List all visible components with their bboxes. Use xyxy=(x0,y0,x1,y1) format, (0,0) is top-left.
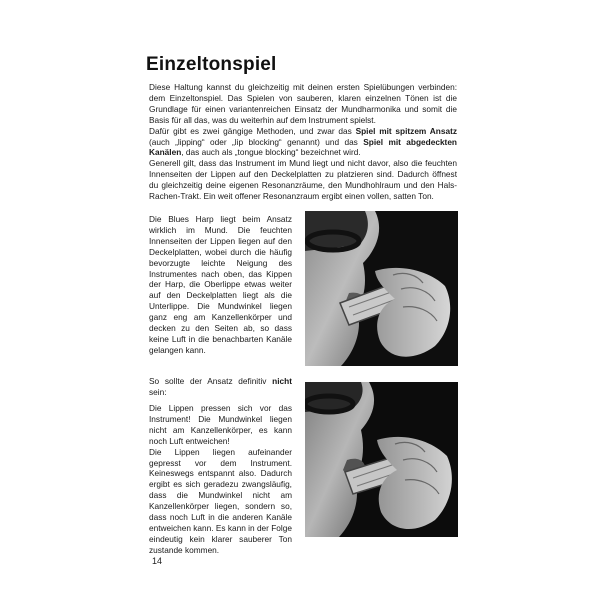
wrong-heading-text: So sollte der Ansatz definitiv xyxy=(149,376,273,386)
wrong-embouchure-heading xyxy=(149,376,292,398)
intro-paragraph-2 xyxy=(149,126,457,159)
wrong-embouchure-heading-text xyxy=(149,376,292,398)
harmonica-player-photo xyxy=(305,382,458,537)
intro-text xyxy=(149,82,457,202)
wrong-embouchure-paragraph-1: Die Lippen pressen sich vor das Instrument! Die Mundwinkel liegen nicht am Kanzellenkörper, es kann noch Luft entweichen! xyxy=(149,403,292,446)
intro-p2-bold-tongue-blocking: Spiel mit abgedeckten Kanälen xyxy=(149,136,458,158)
intro-paragraph-3: Generell gilt, dass das Instrument im Mund liegt und nicht davor, also die feuchten Innenseiten der Lippen auf den Deckelplatten zu platzieren sind. Dadurch öffnest du gleichzeitig deine eigenen Resonanzräume, den Mundhohlraum und den Hals-Rachen-Trakt. Ein weit offener Resonanzraum ergibt einen vollen, satten Ton. xyxy=(149,158,457,202)
correct-embouchure-paragraph: Die Blues Harp liegt beim Ansatz wirklich im Mund. Die feuchten Innenseiten der Lippen liegen auf den Deckelplatten, wobei durch die häufig bevorzugte leichte Neigung des Instrumentes nach oben, das Kippen der Harp, die Oberlippe etwas weiter auf den Deckelplatten liegt als die Unterlippe. Die Mundwinkel liegen ganz eng am Kanzellenkörper und decken zu den Seiten ab, so dass keine Luft in die benachbarten Kanäle gelangen kann. xyxy=(149,214,292,355)
intro-p2-text: Dafür gibt es zwei gängige Methoden, und zwar das xyxy=(149,125,356,136)
wrong-embouchure-paragraph-2: Die Lippen liegen aufeinander gepresst vor dem Instrument. Keineswegs entspannt also. Dadurch ergibt es sich geradezu zwangsläufig, dass die Mundwinkel nicht am Kanzellenkörper liegen, sondern so, dass noch Luft in die anderen Kanäle entweichen kann. Es kann in der Folge eindeutig kein klarer sauberer Ton zustande kommen. xyxy=(149,446,292,555)
page-title: Einzeltonspiel xyxy=(146,54,277,75)
page-number: 14 xyxy=(152,556,163,566)
intro-p2-text: , das auch als „tongue blocking“ bezeichnet wird. xyxy=(181,147,361,158)
correct-embouchure-photo xyxy=(305,211,458,366)
intro-p2-bold-lipping: Spiel mit spitzem Ansatz xyxy=(355,125,457,136)
wrong-embouchure-text xyxy=(149,403,292,556)
intro-paragraph-1: Diese Haltung kannst du gleichzeitig mit deinen ersten Spielübungen verbinden: dem Einzeltonspiel. Das Spielen von sauberen, klaren einzelnen Tönen ist die Grundlage für einen variantenreichen Einsatz der Mundharmonika und somit die Basis für all das, was du weiterhin auf dem Instrument spielst. xyxy=(149,82,457,125)
wrong-embouchure-photo xyxy=(305,382,458,537)
intro-p2-text: (auch „lipping“ oder „lip blocking“ genannt) und das xyxy=(149,136,364,147)
wrong-heading-bold: nicht xyxy=(272,376,292,386)
harmonica-player-photo xyxy=(305,211,458,366)
correct-embouchure-text xyxy=(149,214,292,356)
wrong-heading-text: sein: xyxy=(149,386,167,397)
